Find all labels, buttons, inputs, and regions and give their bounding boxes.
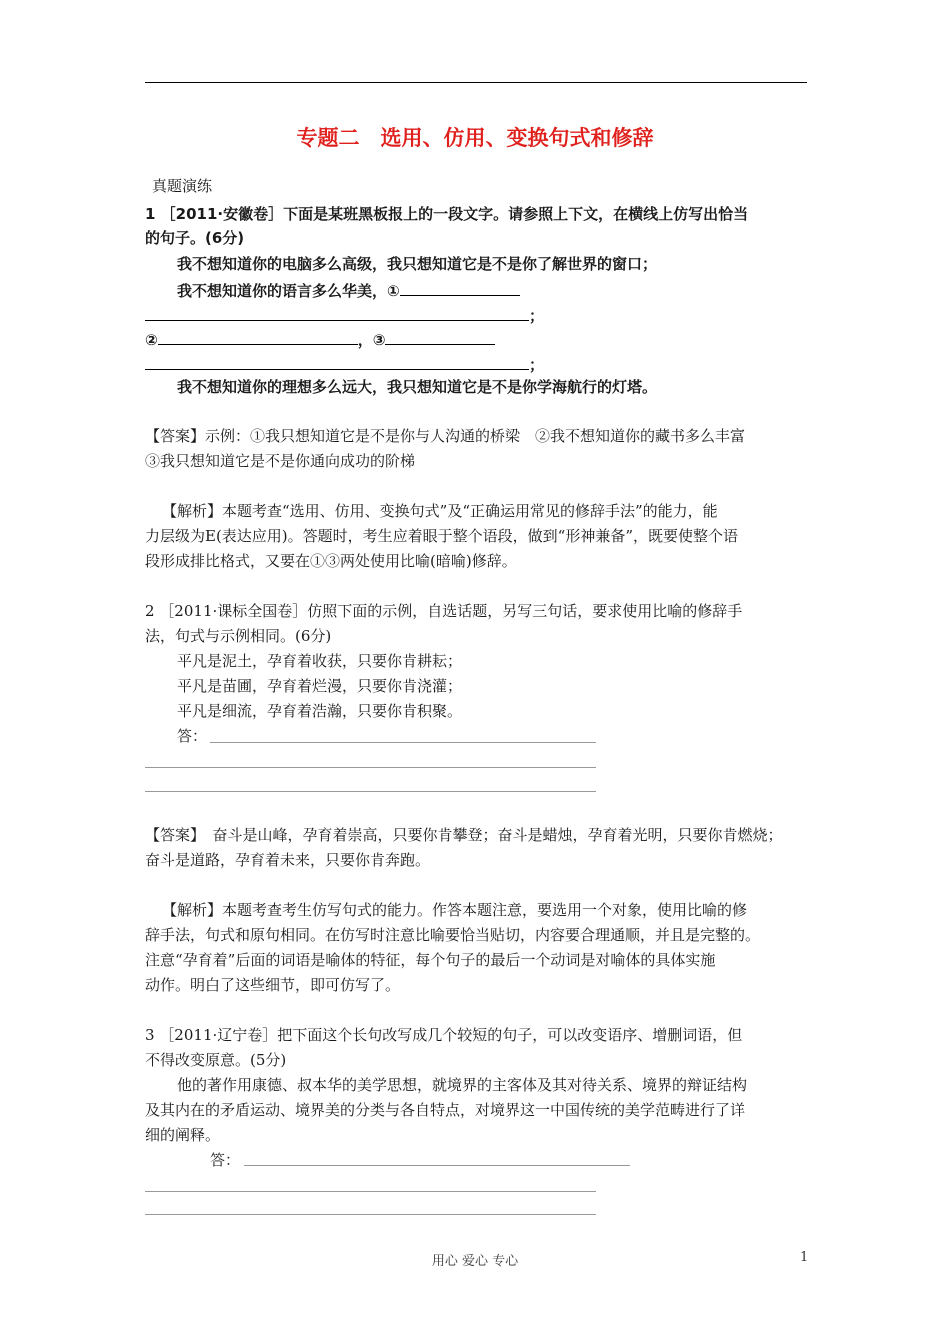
q2-line-2: 法，句式与示例相同。(6分) xyxy=(145,627,332,645)
blank-3[interactable] xyxy=(385,328,495,345)
q2-answer-line-1[interactable] xyxy=(210,742,596,743)
page-footer: 用心 爱心 专心 xyxy=(431,1254,519,1269)
q3-passage-1: 他的著作用康德、叔本华的美学思想，就境界的主客体及其对待关系、境界的辩证结构 xyxy=(177,1076,748,1094)
blank-1[interactable] xyxy=(400,279,520,296)
q1-explanation-1: 【解析】本题考查“选用、仿用、变换句式”及“正确运用常见的修辞手法”的能力，能 xyxy=(162,502,718,520)
q2-example-2: 平凡是苗圃，孕育着烂漫，只要你肯浇灌； xyxy=(177,677,463,695)
blank-2[interactable] xyxy=(158,328,358,345)
q2-answer-line-3[interactable] xyxy=(145,791,596,792)
q2-example-3: 平凡是细流，孕育着浩瀚，只要你肯积聚。 xyxy=(177,702,463,720)
q1-explanation-2: 力层级为E(表达应用)。答题时，考生应着眼于整个语段，做到“形神兼备”，既要使整个语 xyxy=(145,527,738,545)
section-heading: 真题演练 xyxy=(152,177,213,195)
q3-answer-line-3[interactable] xyxy=(145,1214,596,1215)
q1-semicolon-1: ； xyxy=(529,307,545,325)
header-rule xyxy=(145,82,807,83)
q3-answer-line-1[interactable] xyxy=(244,1165,630,1166)
q1-sentence-1: 我不想知道你的电脑多么高级，我只想知道它是不是你了解世界的窗口； xyxy=(177,255,658,273)
q1-line-2: 的句子。(6分) xyxy=(145,229,245,247)
q1-blank-row-1 xyxy=(145,304,544,326)
q3-line-1: 3 ［2011·辽宁卷］把下面这个长句改写成几个较短的句子，可以改变语序、增删词语，但 xyxy=(145,1026,743,1044)
q2-explanation-3: 注意“孕育着”后面的词语是喻体的特征，每个句子的最后一个动词是对喻体的具体实施 xyxy=(145,951,716,969)
q3-passage-3: 细的阐释。 xyxy=(145,1126,221,1144)
q2-answer-2: 奋斗是道路，孕育着未来，只要你肯奔跑。 xyxy=(145,851,431,869)
q3-passage-2: 及其内在的矛盾运动、境界美的分类与各自特点，对境界这一中国传统的美学范畴进行了详 xyxy=(145,1101,746,1119)
q2-answer-label: 答： xyxy=(177,727,208,745)
q1-explanation-3: 段形成排比格式，又要在①③两处使用比喻(暗喻)修辞。 xyxy=(145,552,517,570)
q1-answer-1: 【答案】示例：①我只想知道它是不是你与人沟通的桥梁 ②我不想知道你的藏书多么丰富 xyxy=(145,427,746,445)
page-title: 专题二 选用、仿用、变换句式和修辞 xyxy=(296,126,654,150)
q3-answer-label: 答： xyxy=(210,1151,241,1169)
q2-answer-1: 【答案】 奋斗是山峰，孕育着崇高，只要你肯攀登；奋斗是蜡烛，孕育着光明，只要你肯燃烧； xyxy=(145,826,783,844)
q2-answer-line-2[interactable] xyxy=(145,767,596,768)
q2-explanation-4: 动作。明白了这些细节，即可仿写了。 xyxy=(145,976,401,994)
q1-sentence-2-text: 我不想知道你的语言多么华美，① xyxy=(177,282,400,300)
q1-sentence-3: 我不想知道你的理想多么远大，我只想知道它是不是你学海航行的灯塔。 xyxy=(177,378,658,396)
q1-line-1: 1 ［2011·安徽卷］下面是某班黑板报上的一段文字。请参照上下文，在横线上仿写出恰当 xyxy=(145,205,749,223)
blank-1-continued[interactable] xyxy=(145,304,529,321)
blank-3-continued[interactable] xyxy=(145,353,529,370)
q1-answer-2: ③我只想知道它是不是你通向成功的阶梯 xyxy=(145,452,416,470)
q1-marker-3: ，③ xyxy=(357,331,386,349)
q1-sentence-2 xyxy=(177,279,520,301)
q2-explanation-2: 辞手法，句式和原句相同。在仿写时注意比喻要恰当贴切，内容要合理通顺，并且是完整的。 xyxy=(145,926,761,944)
q3-answer-line-2[interactable] xyxy=(145,1191,596,1192)
q1-blank-row-3 xyxy=(145,353,544,375)
q1-blank-row-2 xyxy=(145,328,495,350)
q2-explanation-1: 【解析】本题考查考生仿写句式的能力。作答本题注意，要选用一个对象，使用比喻的修 xyxy=(162,901,748,919)
q1-semicolon-2: ； xyxy=(529,356,545,374)
q2-line-1: 2 ［2011·课标全国卷］仿照下面的示例，自选话题，另写三句话，要求使用比喻的修辞手 xyxy=(145,602,743,620)
page-number: 1 xyxy=(800,1250,809,1265)
q3-line-2: 不得改变原意。(5分) xyxy=(145,1051,287,1069)
q1-marker-2: ② xyxy=(145,331,158,349)
q2-example-1: 平凡是泥土，孕育着收获，只要你肯耕耘； xyxy=(177,652,463,670)
